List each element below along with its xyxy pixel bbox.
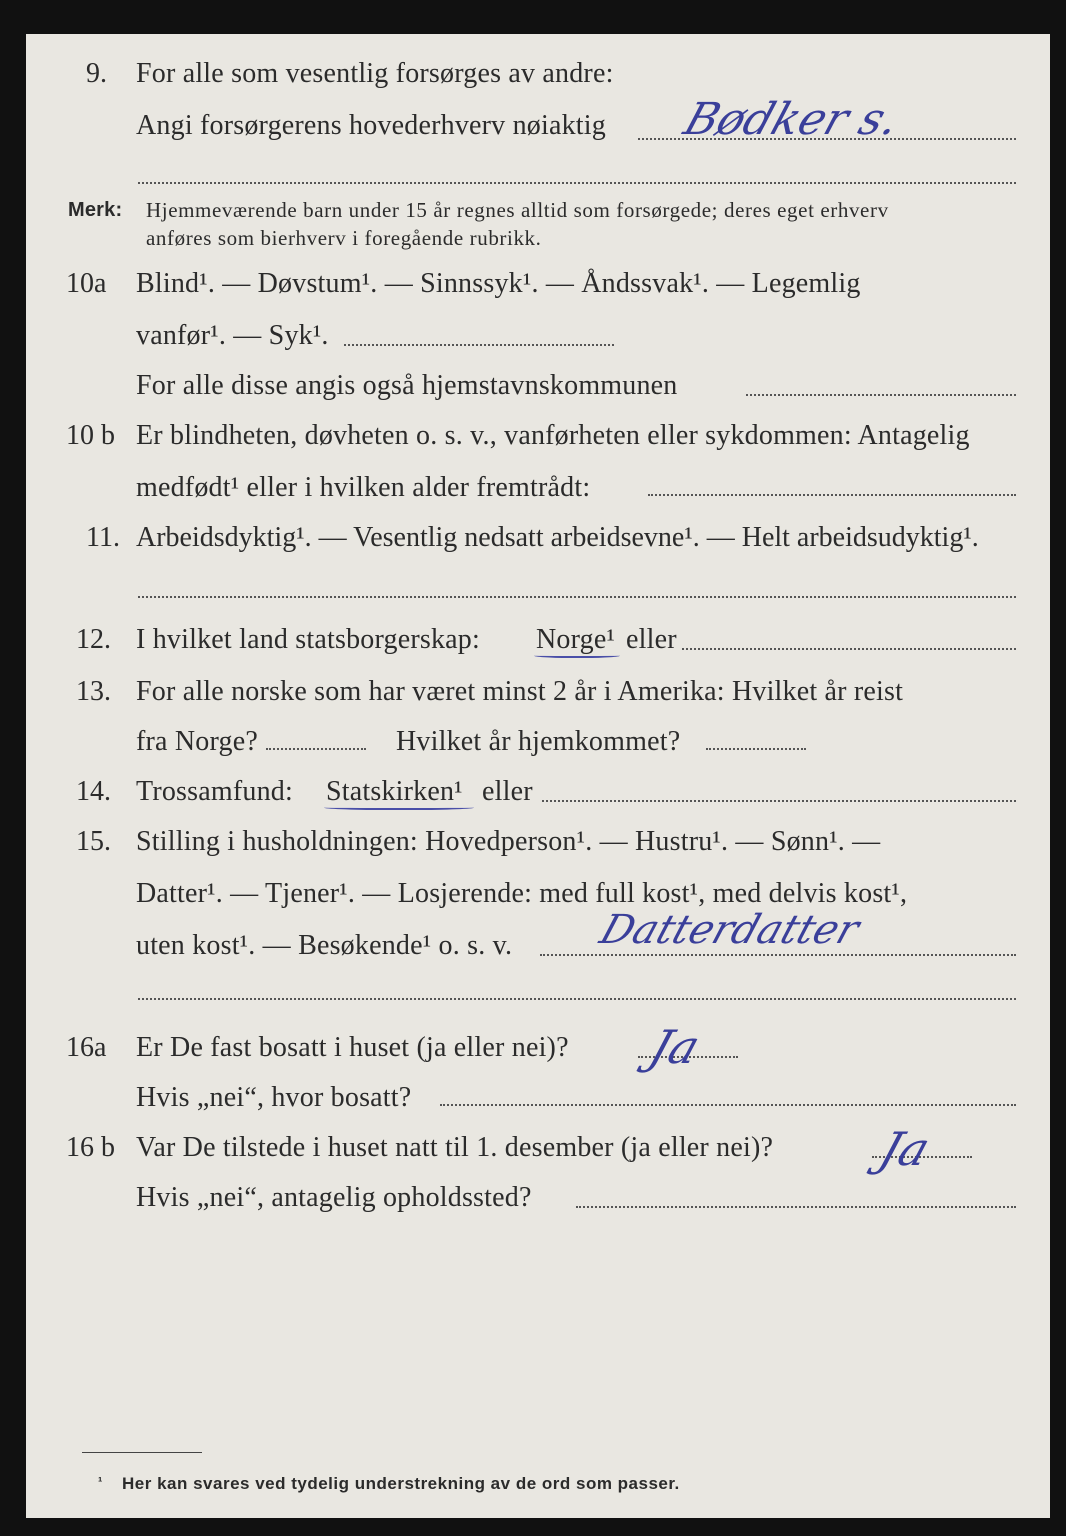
merk-line1: Hjemmeværende barn under 15 år regnes alltid som forsørgede; deres eget erhverv — [146, 198, 889, 222]
merk-line2: anføres som bierhverv i foregående rubrikk. — [146, 226, 542, 250]
q10a-line2: vanfør¹. — Syk¹. — [136, 320, 329, 351]
q12-choice-norge: Norge¹ — [536, 624, 616, 655]
q13-return-answer-line — [706, 748, 806, 750]
q11-number: 11. — [86, 522, 120, 553]
merk-label: Merk: — [68, 199, 123, 221]
q14-answer-line — [542, 800, 1016, 802]
q13-number: 13. — [76, 676, 111, 707]
census-form-page — [26, 34, 1050, 1518]
q12-post: eller — [626, 624, 677, 655]
q10b-answer-line — [648, 494, 1016, 496]
q10b-line2: medfødt¹ eller i hvilken alder fremtrådt: — [136, 472, 591, 503]
q15-line2: Datter¹. — Tjener¹. — Losjerende: med full kost¹, med delvis kost¹, — [136, 878, 908, 909]
q12-number: 12. — [76, 624, 111, 655]
q9-line2: Angi forsørgerens hovederhverv nøiaktig — [136, 110, 606, 141]
footnote-text: Her kan svares ved tydelig understrekning av de ord som passer. — [122, 1474, 680, 1493]
q11-line1: Arbeidsdyktig¹. — Vesentlig nedsatt arbeidsevne¹. — Helt arbeidsudyktig¹. — [136, 522, 979, 553]
q12-choice-underline — [534, 652, 620, 658]
q15-line3: uten kost¹. — Besøkende¹ o. s. v. — [136, 930, 513, 961]
q10a-number: 10a — [66, 268, 107, 299]
q10a-line3: For alle disse angis også hjemstavnskommunen — [136, 370, 678, 401]
q13-line2a: fra Norge? — [136, 726, 258, 757]
q9-handwritten-answer: Bødker s. — [677, 94, 906, 145]
q16b-number: 16 b — [66, 1132, 115, 1163]
q16a-line2: Hvis „nei“, hvor bosatt? — [136, 1082, 412, 1113]
q15-extra-line — [138, 998, 1016, 1000]
q16a-residence-answer-line — [440, 1104, 1016, 1106]
q16a-line1: Er De fast bosatt i huset (ja eller nei)? — [136, 1032, 569, 1063]
q9-extra-line — [138, 182, 1016, 184]
q9-number: 9. — [86, 58, 107, 89]
q16b-line2: Hvis „nei“, antagelig opholdssted? — [136, 1182, 532, 1213]
q14-post: eller — [482, 776, 533, 807]
q10a-sick-answer-line — [344, 344, 614, 346]
q12-pre: I hvilket land statsborgerskap: — [136, 624, 480, 655]
q16a-number: 16a — [66, 1032, 107, 1063]
q13-departure-answer-line — [266, 748, 366, 750]
q10a-line1: Blind¹. — Døvstum¹. — Sinnssyk¹. — Åndssvak¹. — Legemlig — [136, 268, 861, 299]
q16a-handwritten-answer: Ja — [643, 1020, 707, 1074]
q14-choice-underline — [324, 804, 474, 810]
q13-line2b: Hvilket år hjemkommet? — [396, 726, 681, 757]
q15-line1: Stilling i husholdningen: Hovedperson¹. — Hustru¹. — Sønn¹. — — [136, 826, 881, 857]
q16b-handwritten-answer: Ja — [873, 1122, 937, 1176]
q15-handwritten-answer: Datterdatter — [594, 907, 865, 953]
q13-line1: For alle norske som har været minst 2 år i Amerika: Hvilket år reist — [136, 676, 904, 707]
q15-number: 15. — [76, 826, 111, 857]
q14-number: 14. — [76, 776, 111, 807]
footnote-mark: ¹ — [98, 1474, 103, 1489]
q10b-line1: Er blindheten, døvheten o. s. v., vanførheten eller sykdommen: Antagelig — [136, 420, 970, 451]
q12-answer-line — [682, 648, 1016, 650]
q16b-location-answer-line — [576, 1206, 1016, 1208]
q14-pre: Trossamfund: — [136, 776, 293, 807]
q10b-number: 10 b — [66, 420, 115, 451]
q10a-municipality-answer-line — [746, 394, 1016, 396]
q16b-line1: Var De tilstede i huset natt til 1. desember (ja eller nei)? — [136, 1132, 774, 1163]
q9-line1: For alle som vesentlig forsørges av andre: — [136, 58, 614, 89]
q14-choice-statskirken: Statskirken¹ — [326, 776, 463, 807]
q15-answer-line — [540, 954, 1016, 956]
q11-answer-line — [138, 596, 1016, 598]
footnote-rule — [82, 1452, 202, 1453]
